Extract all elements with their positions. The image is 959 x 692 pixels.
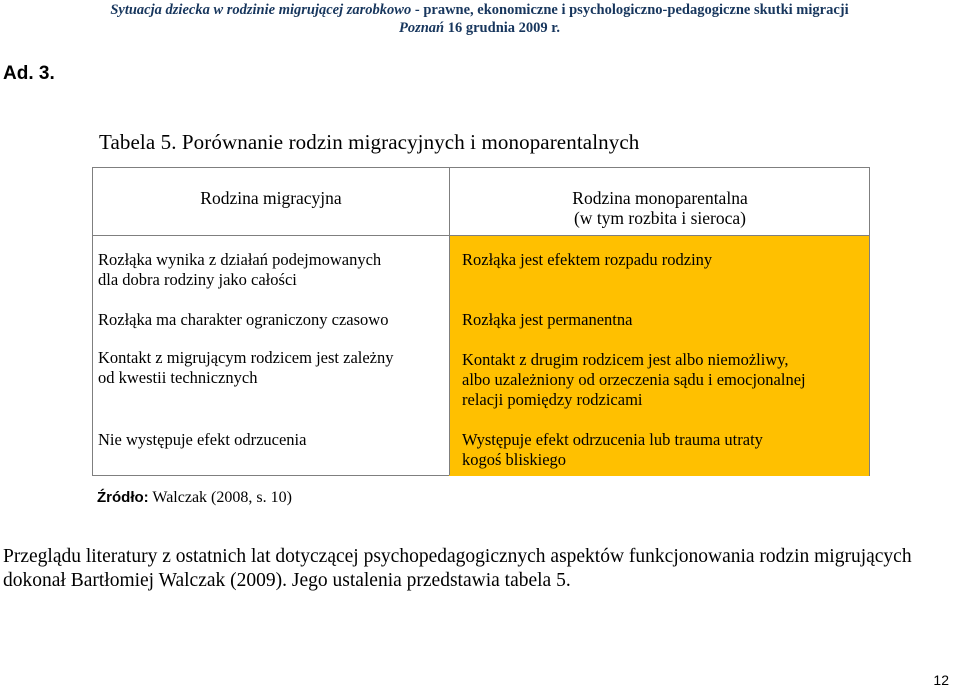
header-title-rest: - prawne, ekonomiczne i psychologiczno-pedagogiczne skutki migracji — [411, 2, 849, 18]
right-cell-row-2 — [462, 310, 632, 330]
right-cell-row-4 — [462, 430, 763, 470]
header-date: 16 grudnia 2009 r. — [444, 20, 561, 36]
right-cell-row-3 — [462, 350, 806, 410]
cell-line: Rozłąka jest permanentna — [462, 310, 633, 329]
left-cell-row-4 — [98, 430, 306, 450]
left-cell-row-1 — [98, 250, 381, 290]
cell-line: dla dobra rodziny jako całości — [98, 270, 297, 289]
right-header-line-1: Rodzina monoparentalna — [572, 188, 748, 208]
header-title-italic: Sytuacja dziecka w rodzinie migrującej zarobkowo — [110, 2, 412, 18]
table-source — [97, 489, 292, 507]
cell-line: od kwestii technicznych — [98, 368, 258, 387]
right-header-line-2: (w tym rozbita i sieroca) — [573, 208, 747, 228]
section-label: Ad. 3. — [3, 63, 55, 84]
document-header — [0, 1, 959, 37]
paragraph-line-2: dokonał Bartłomiej Walczak (2009). Jego ustalenia przedstawia tabela 5. — [3, 570, 571, 591]
header-line-2 — [0, 19, 959, 37]
cell-line: kogoś bliskiego — [462, 450, 567, 469]
cell-line: Występuje efekt odrzucenia lub trauma utraty — [462, 430, 763, 449]
left-cell-row-3 — [98, 348, 394, 388]
left-column-header: Rodzina migracyjna — [200, 188, 342, 208]
source-text: Walczak (2008, s. 10) — [148, 489, 292, 506]
header-line-1 — [0, 1, 959, 19]
cell-line: Kontakt z migrującym rodzicem jest zależny — [98, 348, 394, 367]
right-cell-row-1 — [462, 250, 712, 270]
header-divider — [93, 235, 869, 236]
body-paragraph — [3, 545, 953, 593]
table-title: Tabela 5. Porównanie rodzin migracyjnych i monoparentalnych — [99, 130, 640, 154]
cell-line: Rozłąka wynika z działań podejmowanych — [98, 250, 382, 269]
source-label: Źródło: — [97, 489, 149, 506]
header-city: Poznań — [398, 20, 445, 36]
comparison-table — [92, 167, 870, 476]
page-number: 12 — [933, 672, 949, 688]
cell-line: Rozłąka jest efektem rozpadu rodziny — [462, 250, 713, 269]
cell-line: Rozłąka ma charakter ograniczony czasowo — [98, 310, 389, 329]
cell-line: Nie występuje efekt odrzucenia — [98, 430, 307, 449]
cell-line: Kontakt z drugim rodzicem jest albo niemożliwy, — [462, 350, 789, 369]
cell-line: relacji pomiędzy rodzicami — [462, 390, 643, 409]
paragraph-line-1: Przeglądu literatury z ostatnich lat dotyczącej psychopedagogicznych aspektów funkcjonowania rodzin migrujących — [3, 546, 912, 567]
left-cell-row-2 — [98, 310, 388, 330]
cell-line: albo uzależniony od orzeczenia sądu i emocjonalnej — [462, 370, 806, 389]
right-column-header — [450, 188, 870, 228]
